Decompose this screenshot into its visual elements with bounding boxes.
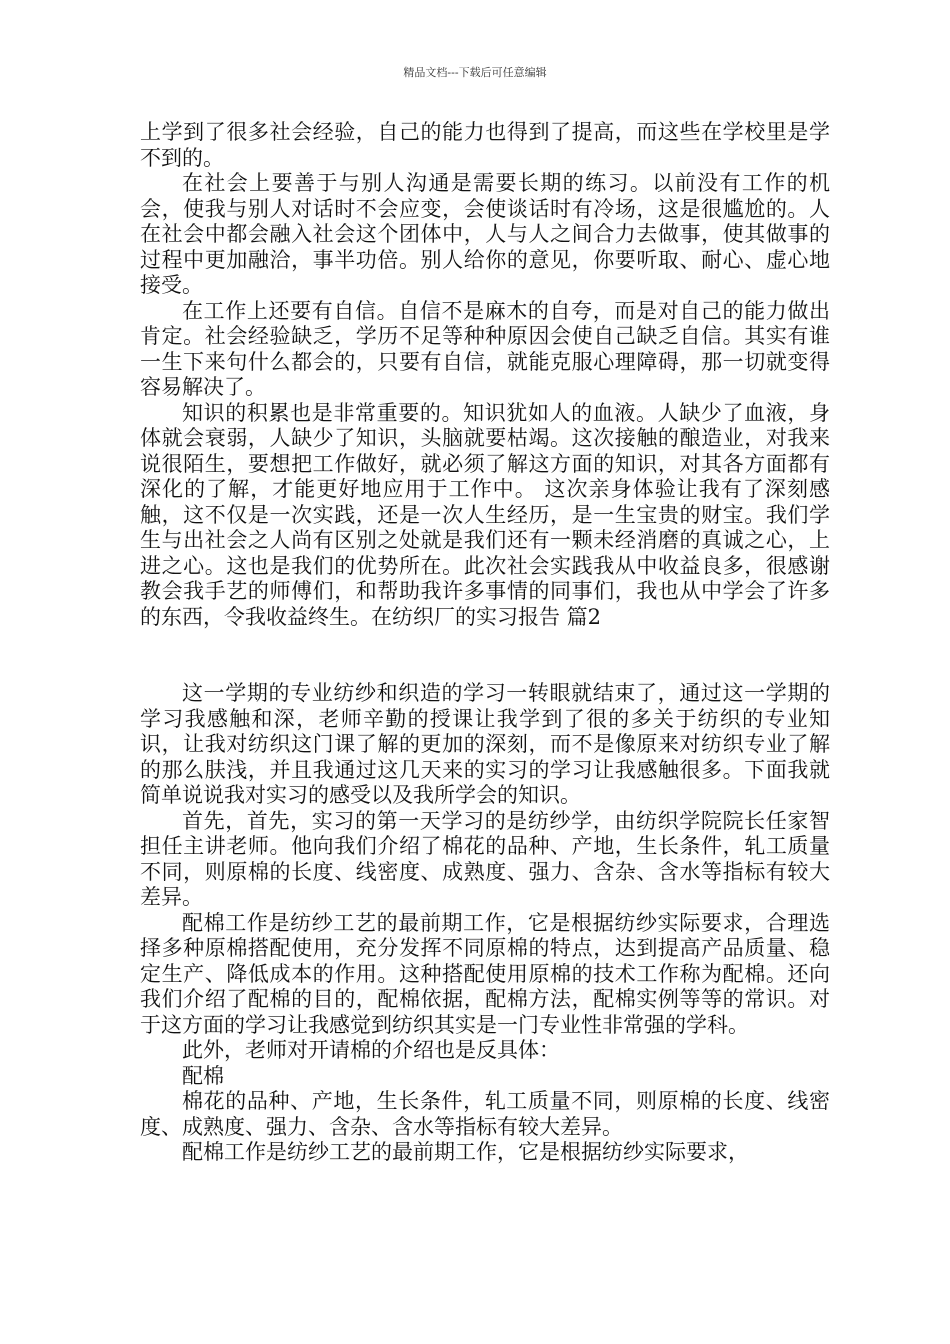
subheading-peimian: 配棉 [182,1063,224,1088]
paragraph-9: 棉花的品种、产地，生长条件，轧工质量不同，则原棉的长度、线密度、成熟度、强力、含杂、含水等指标有较大差异。 [140,1089,830,1139]
paragraph-5: 这一学期的专业纺纱和织造的学习一转眼就结束了，通过这一学期的学习我感触和深，老师辛勤的授课让我学到了很的多关于纺织的专业知识，让我对纺织这门课了解的更加的深刻，而不是像原来对纺织专业了解的那么肤浅，并且我通过这几天来的实习的学习让我感触很多。下面我就简单说说我对实习的感受以及我所学会的知识。 [140,681,830,807]
paragraph-3: 在工作上还要有自信。自信不是麻木的自夸，而是对自己的能力做出肯定。社会经验缺乏，学历不足等种种原因会使自己缺乏自信。其实有谁一生下来句什么都会的，只要有自信，就能克服心理障碍，那一切就变得容易解决了。 [140,298,830,399]
paragraph-4: 知识的积累也是非常重要的。知识犹如人的血液。人缺少了血液，身体就会衰弱，人缺少了知识，头脑就要枯竭。这次接触的酿造业，对我来说很陌生，要想把工作做好，就必须了解这方面的知识，对其各方面都有深化的了解，才能更好地应用于工作中。 这次亲身体验让我有了深刻感触，这不仅是一次实践，还是一次人生经历，是一生宝贵的财宝。我们学生与出社会之人尚有区别之处就是我们还有一颗未经消磨的真诚之心，上进之心。这也是我们的优势所在。此次社会实践我从中收益良多，很感谢教会我手艺的师傅们，和帮助我许多事情的同事们，我也从中学会了许多的东西，令我收益终生。在纺织厂的实习报告 篇2 [140,400,830,629]
paragraph-6: 首先，首先，实习的第一天学习的是纺纱学，由纺织学院院长任家智担任主讲老师。他向我们介绍了棉花的品种、产地，生长条件，轧工质量不同，则原棉的长度、线密度、成熟度、强力、含杂、含水等指标有较大差异。 [140,808,830,909]
paragraph-1: 上学到了很多社会经验，自己的能力也得到了提高，而这些在学校里是学不到的。 [140,120,830,170]
document-body [140,120,830,1166]
paragraph-7: 配棉工作是纺纱工艺的最前期工作，它是根据纺纱实际要求，合理选择多种原棉搭配使用，充分发挥不同原棉的特点，达到提高产品质量、稳定生产、降低成本的作用。这种搭配使用原棉的技术工作称为配棉。还向我们介绍了配棉的目的，配棉依据，配棉方法，配棉实例等等的常识。对于这方面的学习让我感觉到纺织其实是一门专业性非常强的学科。 [140,910,830,1037]
page-header: 精品文档---下载后可任意编辑 [403,66,547,79]
paragraph-8: 此外，老师对开请棉的介绍也是反具体： [182,1038,560,1062]
section-gap [140,630,830,681]
paragraph-10: 配棉工作是纺纱工艺的最前期工作，它是根据纺纱实际要求， [182,1140,749,1164]
paragraph-2: 在社会上要善于与别人沟通是需要长期的练习。以前没有工作的机会，使我与别人对话时不会应变，会使谈话时有冷场，这是很尴尬的。人在社会中都会融入社会这个团体中，人与人之间合力去做事，使其做事的过程中更加融洽，事半功倍。别人给你的意见，你要听取、耐心、虚心地接受。 [140,171,830,297]
